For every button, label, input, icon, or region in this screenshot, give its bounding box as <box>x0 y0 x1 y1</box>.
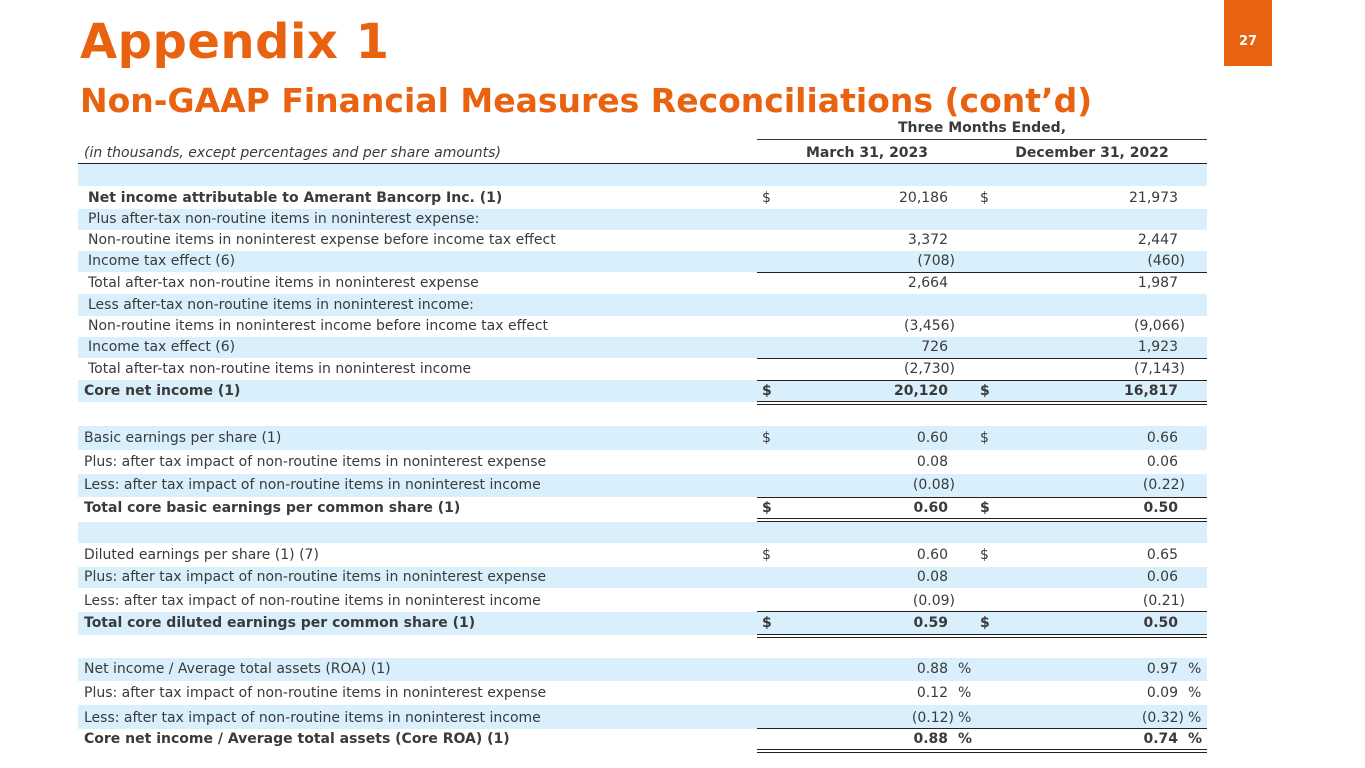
subtotal-rule <box>757 611 977 612</box>
value-dec-2022: 0.66 <box>1146 430 1178 446</box>
value-mar-2023: 0.59 <box>913 615 948 631</box>
value-dec-2022: (7,143) <box>1133 361 1185 377</box>
value-dec-2022: 0.06 <box>1146 454 1178 470</box>
table-row <box>78 230 1207 251</box>
value-mar-2023: (0.12) <box>911 710 954 726</box>
value-dec-2022: 0.74 <box>1143 731 1178 747</box>
row-label: Core net income (1) <box>84 383 241 399</box>
value-mar-2023: 2,664 <box>907 275 948 291</box>
spacer-row <box>78 637 1207 658</box>
row-label: Plus: after tax impact of non-routine items in noninterest expense <box>84 685 547 701</box>
row-label: Total after-tax non-routine items in noninterest expense <box>88 275 479 291</box>
total-double-rule <box>757 634 977 638</box>
value-dec-2022: (0.21) <box>1142 593 1185 609</box>
row-label: Diluted earnings per share (1) (7) <box>84 547 319 563</box>
total-double-rule <box>757 401 977 405</box>
percent-sign: % <box>958 685 972 701</box>
row-label: Less: after tax impact of non-routine items in noninterest income <box>84 477 541 493</box>
subtotal-rule <box>977 611 1207 612</box>
currency-symbol: $ <box>980 383 990 399</box>
row-label: Plus: after tax impact of non-routine items in noninterest expense <box>84 454 547 470</box>
subtotal-rule <box>977 380 1207 381</box>
currency-symbol: $ <box>980 190 989 206</box>
total-double-rule <box>977 401 1207 405</box>
column-header-mar-2023: March 31, 2023 <box>805 145 929 161</box>
value-mar-2023: 0.60 <box>913 500 948 516</box>
value-mar-2023: 0.12 <box>916 685 948 701</box>
page-number-badge: 27 <box>1224 0 1272 66</box>
subtotal-rule <box>757 358 977 359</box>
table-row <box>78 567 1207 588</box>
value-dec-2022: 1,923 <box>1137 339 1178 355</box>
units-note: (in thousands, except percentages and per share amounts) <box>84 145 501 161</box>
subtotal-rule <box>757 380 977 381</box>
row-label: Non-routine items in noninterest expense before income tax effect <box>88 232 556 248</box>
value-dec-2022: 0.09 <box>1146 685 1178 701</box>
currency-symbol: $ <box>762 547 771 563</box>
currency-symbol: $ <box>762 615 772 631</box>
row-label: Total core diluted earnings per common share (1) <box>84 615 476 631</box>
value-mar-2023: 20,120 <box>893 383 948 399</box>
column-header-dec-2022: December 31, 2022 <box>1015 145 1169 161</box>
total-double-rule <box>977 749 1207 753</box>
value-mar-2023: 0.88 <box>913 731 948 747</box>
page-title: Appendix 1 <box>80 14 390 70</box>
currency-symbol: $ <box>762 383 772 399</box>
table-row <box>78 474 1207 497</box>
table-row-total <box>78 497 1207 520</box>
subtotal-rule <box>977 497 1207 498</box>
table-row <box>78 543 1207 567</box>
value-dec-2022: 0.50 <box>1143 500 1178 516</box>
table-row <box>78 209 1207 230</box>
table-row <box>78 251 1207 272</box>
value-dec-2022: 0.97 <box>1146 661 1178 677</box>
value-mar-2023: (0.08) <box>912 477 955 493</box>
percent-sign: % <box>958 710 972 726</box>
row-label: Plus after-tax non-routine items in noninterest expense: <box>88 211 480 227</box>
value-dec-2022: 0.65 <box>1146 547 1178 563</box>
table-row-total <box>78 729 1207 750</box>
value-dec-2022: (0.22) <box>1142 477 1185 493</box>
row-label: Net income / Average total assets (ROA) (1) <box>84 661 391 677</box>
table-row <box>78 658 1207 681</box>
row-label: Less: after tax impact of non-routine items in noninterest income <box>84 710 541 726</box>
subtotal-rule <box>757 728 977 729</box>
percent-sign: % <box>958 731 973 747</box>
row-label: Basic earnings per share (1) <box>84 430 282 446</box>
row-label: Less after-tax non-routine items in noninterest income: <box>88 297 474 313</box>
value-mar-2023: 0.88 <box>916 661 948 677</box>
value-dec-2022: (460) <box>1147 253 1185 269</box>
currency-symbol: $ <box>980 615 990 631</box>
total-double-rule <box>977 634 1207 638</box>
spacer-row <box>78 522 1207 543</box>
value-mar-2023: 3,372 <box>907 232 948 248</box>
value-mar-2023: 726 <box>921 339 948 355</box>
period-header: Three Months Ended, <box>757 120 1207 140</box>
value-dec-2022: 0.50 <box>1143 615 1178 631</box>
row-label: Total after-tax non-routine items in noninterest income <box>88 361 472 377</box>
table-row <box>78 588 1207 612</box>
table-row <box>78 705 1207 729</box>
row-label: Core net income / Average total assets (Core ROA) (1) <box>84 731 510 747</box>
value-dec-2022: (0.32) <box>1141 710 1184 726</box>
value-mar-2023: (0.09) <box>912 593 955 609</box>
currency-symbol: $ <box>762 500 772 516</box>
row-label: Net income attributable to Amerant Bancorp Inc. (1) <box>88 190 503 206</box>
table-row <box>78 681 1207 705</box>
percent-sign: % <box>1188 685 1202 701</box>
currency-symbol: $ <box>980 430 989 446</box>
value-dec-2022: 2,447 <box>1137 232 1178 248</box>
value-dec-2022: 21,973 <box>1129 190 1178 206</box>
currency-symbol: $ <box>762 430 771 446</box>
table-row <box>78 273 1207 294</box>
value-mar-2023: (708) <box>917 253 955 269</box>
subtotal-rule <box>757 497 977 498</box>
value-mar-2023: 0.60 <box>916 547 948 563</box>
percent-sign: % <box>1188 731 1203 747</box>
row-label: Total core basic earnings per common share (1) <box>84 500 461 516</box>
value-mar-2023: 0.08 <box>916 569 948 585</box>
percent-sign: % <box>1188 710 1202 726</box>
subtotal-rule <box>977 728 1207 729</box>
row-label: Non-routine items in noninterest income before income tax effect <box>88 318 549 334</box>
percent-sign: % <box>1188 661 1202 677</box>
table-row <box>78 426 1207 450</box>
currency-symbol: $ <box>762 190 771 206</box>
value-mar-2023: (2,730) <box>903 361 955 377</box>
currency-symbol: $ <box>980 500 990 516</box>
row-label: Income tax effect (6) <box>88 339 236 355</box>
table-row <box>78 450 1207 474</box>
subtotal-rule <box>977 272 1207 273</box>
value-mar-2023: 20,186 <box>899 190 948 206</box>
table-row <box>78 294 1207 316</box>
value-mar-2023: 0.08 <box>916 454 948 470</box>
spacer-row <box>78 164 1207 186</box>
row-label: Income tax effect (6) <box>88 253 236 269</box>
percent-sign: % <box>958 661 972 677</box>
table-row <box>78 187 1207 209</box>
table-row-total <box>78 612 1207 635</box>
total-double-rule <box>757 749 977 753</box>
row-label: Less: after tax impact of non-routine items in noninterest income <box>84 593 541 609</box>
total-double-rule <box>977 518 1207 522</box>
spacer-row <box>78 402 1207 426</box>
value-dec-2022: 0.06 <box>1146 569 1178 585</box>
row-label: Plus: after tax impact of non-routine items in noninterest expense <box>84 569 547 585</box>
page-subtitle: Non-GAAP Financial Measures Reconciliations (cont’d) <box>80 81 1093 120</box>
table-row <box>78 316 1207 337</box>
currency-symbol: $ <box>980 547 989 563</box>
value-dec-2022: 16,817 <box>1123 383 1178 399</box>
header-divider <box>78 163 1207 164</box>
table-row-total <box>78 380 1207 402</box>
subtotal-rule <box>757 272 977 273</box>
table-row <box>78 359 1207 380</box>
value-dec-2022: (9,066) <box>1133 318 1185 334</box>
value-mar-2023: 0.60 <box>916 430 948 446</box>
table-row <box>78 337 1207 358</box>
value-dec-2022: 1,987 <box>1137 275 1178 291</box>
value-mar-2023: (3,456) <box>903 318 955 334</box>
total-double-rule <box>757 518 977 522</box>
subtotal-rule <box>977 358 1207 359</box>
